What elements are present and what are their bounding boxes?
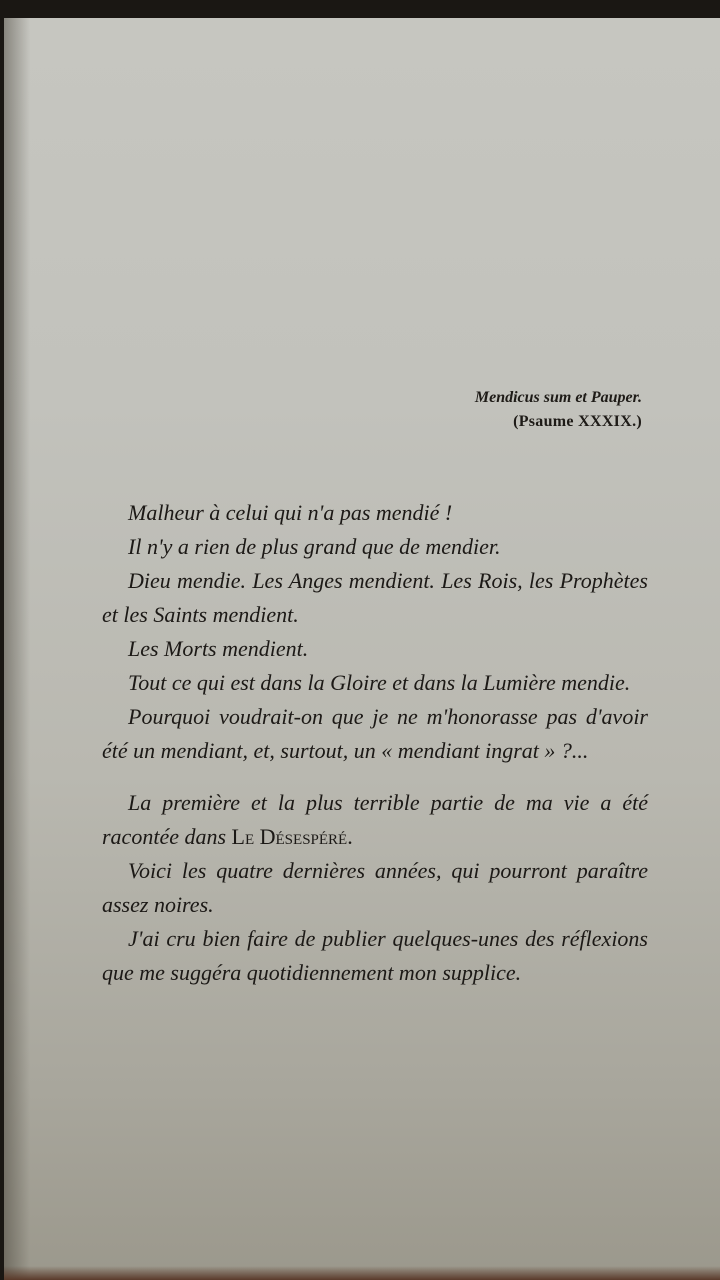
page-bottom-edge bbox=[4, 1266, 720, 1280]
page-gutter-shadow bbox=[4, 18, 30, 1280]
paragraph: Dieu mendie. Les Anges mendient. Les Rois, les Prophètes et les Saints mendient. bbox=[102, 568, 648, 627]
paragraph: J'ai cru bien faire de publier quelques-unes des réflexions que me suggéra quotidiennement mon supplice. bbox=[102, 926, 648, 985]
paragraph-text: La première et la plus terrible partie de ma vie a été racontée dans bbox=[102, 790, 648, 849]
paragraph: Tout ce qui est dans la Gloire et dans la Lumière mendie. bbox=[128, 670, 631, 695]
body-text bbox=[102, 496, 648, 990]
book-page bbox=[4, 18, 720, 1280]
paragraph: Les Morts mendient. bbox=[128, 636, 309, 661]
paragraph: Voici les quatre dernières années, qui pourront paraître assez noires. bbox=[102, 858, 648, 917]
paragraph: Il n'y a rien de plus grand que de mendier. bbox=[128, 534, 501, 559]
epigraph bbox=[475, 386, 642, 434]
paragraph bbox=[102, 786, 648, 854]
paragraph: Pourquoi voudrait-on que je ne m'honorasse pas d'avoir été un mendiant, et, surtout, un « mendiant ingrat » ?... bbox=[102, 704, 648, 763]
epigraph-quote: Mendicus sum et Pauper. bbox=[474, 389, 642, 406]
epigraph-reference: (Psaume XXXIX.) bbox=[513, 413, 642, 430]
book-title: Le Désespéré. bbox=[231, 824, 353, 849]
section-gap bbox=[102, 768, 648, 786]
paragraph: Malheur à celui qui n'a pas mendié ! bbox=[128, 500, 453, 525]
